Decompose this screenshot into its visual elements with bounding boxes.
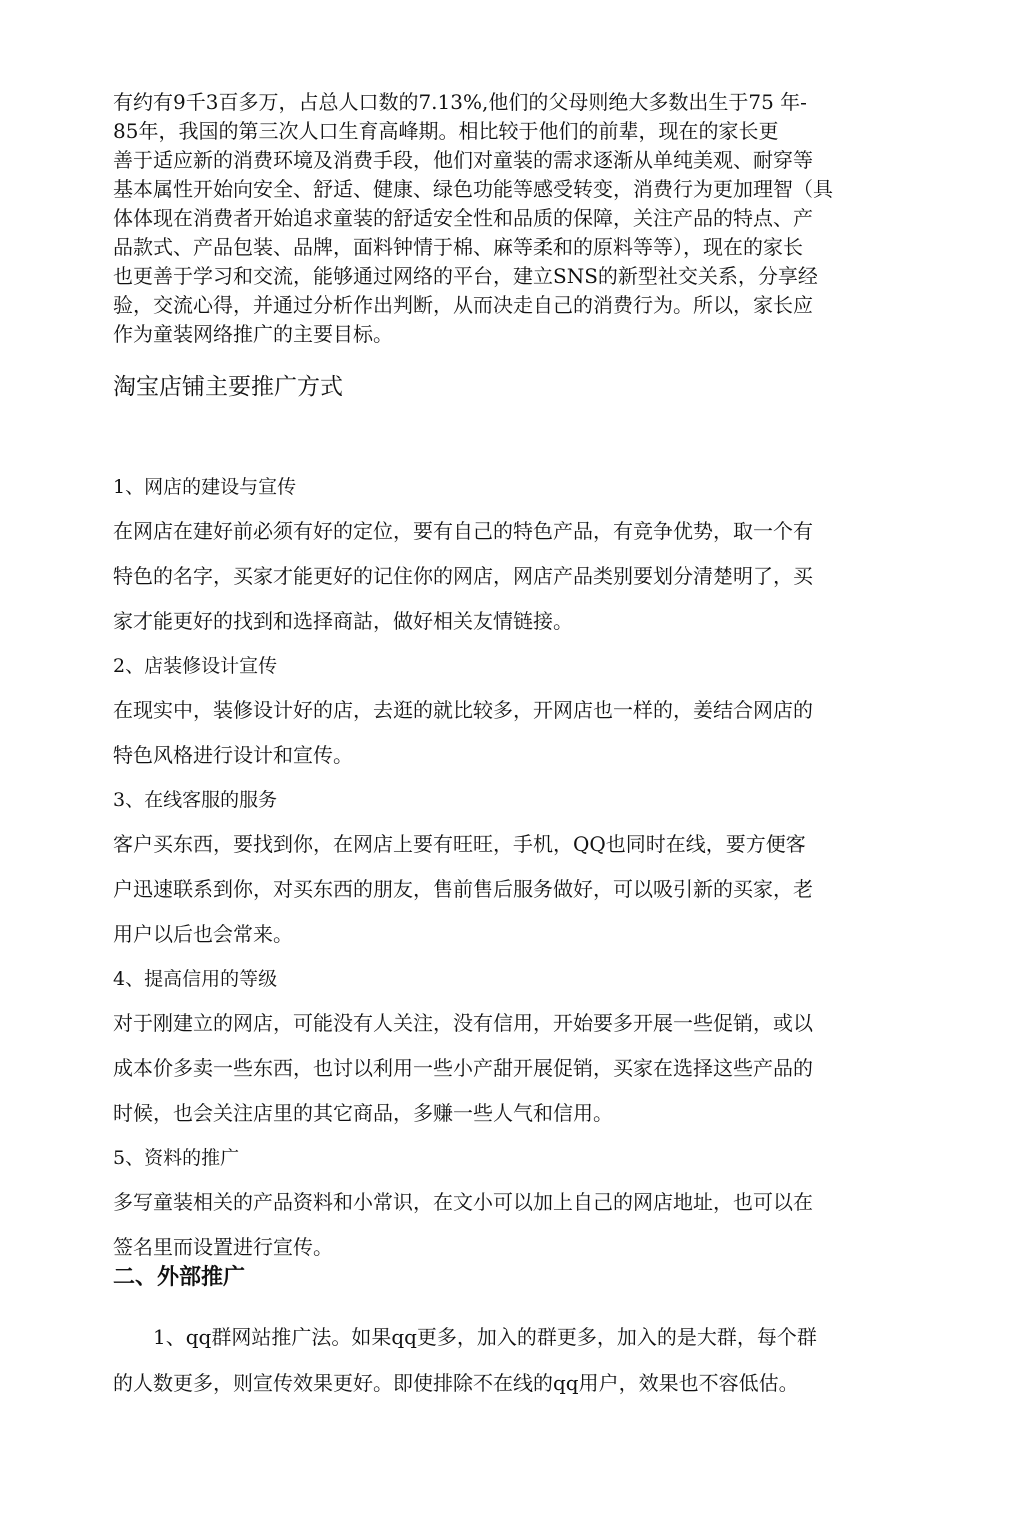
item-line: 户迅速联系到你，对买东西的朋友，售前售后服务做好，可以吸引新的买家，老 bbox=[113, 877, 813, 901]
intro-line: 作为童装网络推广的主要目标。 bbox=[113, 322, 393, 346]
list-item bbox=[113, 957, 903, 1136]
intro-line: 善于适应新的消费环境及消费手段，他们对童装的需求逐渐从单纯美观、耐穿等 bbox=[113, 148, 813, 172]
item-line: 用户以后也会常来。 bbox=[113, 922, 293, 946]
intro-line: 85年，我国的第三次人口生育高峰期。相比较于他们的前辈，现在的家长更 bbox=[113, 119, 779, 143]
list-item bbox=[113, 644, 903, 778]
item-line: 在网店在建好前必须有好的定位，要有自己的特色产品，有竞争优势，取一个有 bbox=[113, 519, 813, 543]
external-paragraph bbox=[113, 1314, 903, 1406]
item-line: 家才能更好的找到和选择商詁，做好相关友情链接。 bbox=[113, 609, 573, 633]
item-line: 客户买东西，要找到你，在网店上要有旺旺，手机，QQ也同时在线，要方便客 bbox=[113, 832, 806, 856]
item-title: 3、在线客服的服务 bbox=[113, 789, 278, 811]
item-line: 签名里而设置进行宣传。 bbox=[113, 1235, 333, 1259]
item-line: 成本价多卖一些东西，也讨以利用一些小产甜开展促销，买家在选择这些产品的 bbox=[113, 1056, 813, 1080]
external-heading: 二、外部推广 bbox=[113, 1265, 246, 1290]
list-item bbox=[113, 465, 903, 644]
intro-line: 验，交流心得，并通过分析作出判断，从而决走自己的消费行为。所以，家长应 bbox=[113, 293, 813, 317]
section-heading: 淘宝店铺主要推广方式 bbox=[113, 374, 343, 400]
item-title: 4、提高信用的等级 bbox=[113, 968, 278, 990]
intro-line: 品款式、产品包装、品牌，面料钟情于棉、麻等柔和的原料等等），现在的家长 bbox=[113, 235, 803, 259]
list-item bbox=[113, 778, 903, 957]
intro-line: 有约有9千3百多万，占总人口数的7.13%,他们的父母则绝大多数出生于75 年- bbox=[113, 90, 807, 114]
item-title: 5、资料的推广 bbox=[113, 1147, 240, 1169]
item-title: 1、网店的建设与宣传 bbox=[113, 476, 297, 498]
intro-line: 也更善于学习和交流，能够通过网络的平台，建立SNS的新型社交关系，分享经 bbox=[113, 264, 818, 288]
promotion-methods-list bbox=[113, 465, 903, 1270]
item-line: 特色风格进行设计和宣传。 bbox=[113, 743, 353, 767]
item-line: 特色的名字，买家才能更好的记住你的网店，网店产品类别要划分清楚明了，买 bbox=[113, 564, 813, 588]
external-line: 1、qq群网站推广法。如果qq更多，加入的群更多，加入的是大群，每个群 bbox=[153, 1325, 817, 1349]
item-title: 2、店装修设计宣传 bbox=[113, 655, 278, 677]
list-item bbox=[113, 1136, 903, 1270]
item-line: 在现实中，装修设计好的店，去逛的就比较多，开网店也一样的，姜结合网店的 bbox=[113, 698, 813, 722]
external-line: 的人数更多，则宣传效果更好。即使排除不在线的qq用户，效果也不容低估。 bbox=[113, 1371, 799, 1395]
intro-line: 基本属性开始向安全、舒适、健康、绿色功能等感受转变，消费行为更加理智（具 bbox=[113, 177, 833, 201]
intro-paragraph bbox=[113, 88, 903, 349]
item-line: 对于刚建立的网店，可能没有人关注，没有信用，开始要多开展一些促销，或以 bbox=[113, 1011, 813, 1035]
intro-line: 体体现在消费者开始追求童装的舒适安全性和品质的保障，关注产品的特点、产 bbox=[113, 206, 813, 230]
item-line: 时候，也会关注店里的其它商品，多赚一些人气和信用。 bbox=[113, 1101, 613, 1125]
item-line: 多写童装相关的产品资料和小常识，在文小可以加上自己的网店地址，也可以在 bbox=[113, 1190, 813, 1214]
